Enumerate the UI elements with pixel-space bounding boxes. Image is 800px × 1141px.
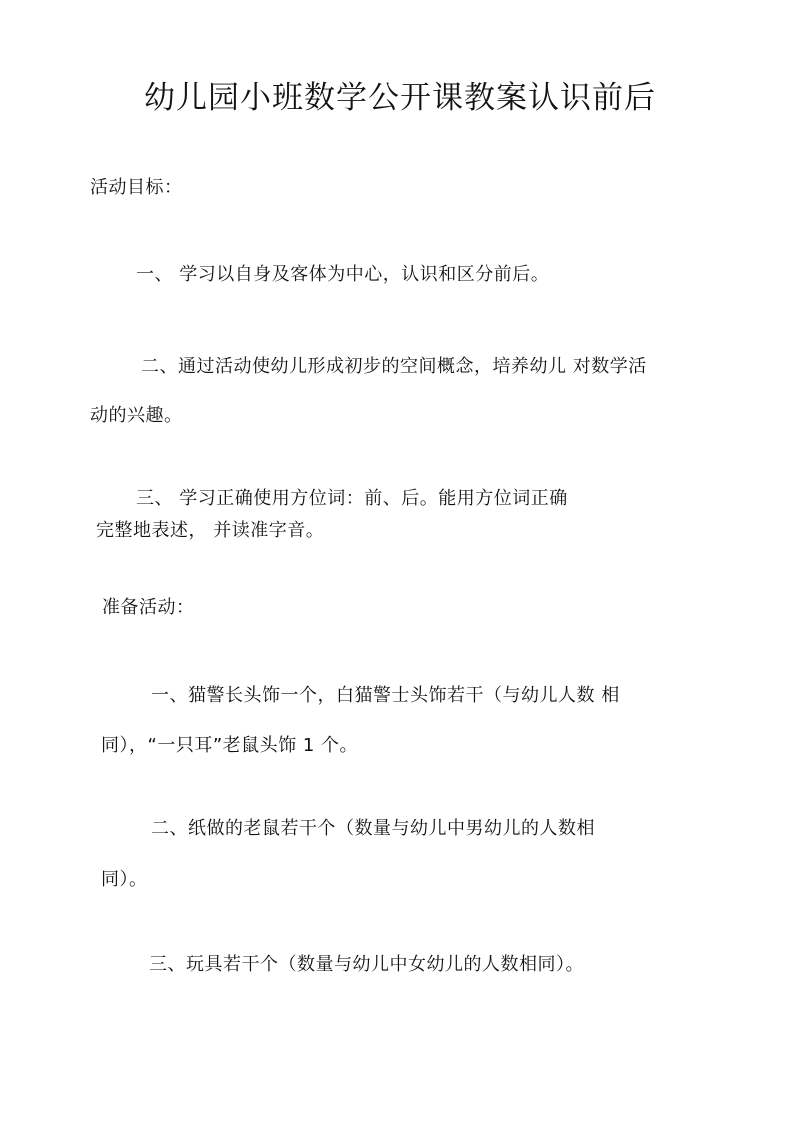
prep-2-line-1: 二、纸做的老鼠若干个（数量与幼儿中男幼儿的人数相 [151,818,595,839]
goal-2-line-1: 二、通过活动使幼儿形成初步的空间概念，培养幼儿 对数学活 [141,356,647,377]
goal-2-line-2: 动的兴趣。 [90,405,183,426]
prep-3: 三、玩具若干个（数量与幼儿中女幼儿的人数相同）。 [149,954,584,975]
prep-1-line-1: 一、猫警长头饰一个，白猫警士头饰若干（与幼儿人数 相 [151,685,620,706]
document-title: 幼儿园小班数学公开课教案认识前后 [144,80,656,116]
prep-1-line-2: 同），“一只耳”老鼠头饰 1 个。 [101,735,359,756]
goal-1: 一、 学习以自身及客体为中心，认识和区分前后。 [136,264,550,285]
goal-3-line-2: 完整地表述， 并读准字音。 [96,520,325,541]
prep-2-line-2: 同）。 [101,869,148,890]
prep-heading: 准备活动： [102,597,195,618]
goals-heading: 活动目标： [90,177,183,198]
goal-3-line-1: 三、 学习正确使用方位词：前、后。能用方位词正确 [136,488,568,509]
